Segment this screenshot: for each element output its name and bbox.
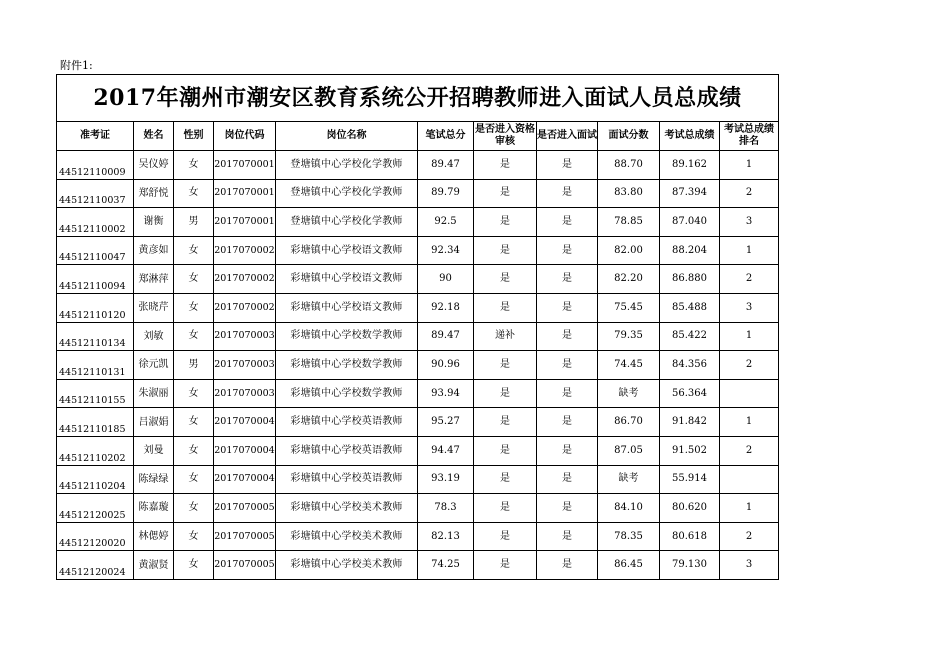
- gender-cell: 女: [174, 522, 214, 551]
- exam-number-cell: 44512110155: [57, 379, 134, 408]
- review-status-cell: 是: [474, 208, 537, 237]
- interview-score-cell: 78.85: [598, 208, 660, 237]
- interview-status-cell: 是: [537, 293, 598, 322]
- review-status-cell: 是: [474, 236, 537, 265]
- post-name-cell: 彩塘镇中心学校美术教师: [276, 494, 418, 523]
- column-header: 笔试总分: [418, 122, 474, 151]
- gender-cell: 女: [174, 436, 214, 465]
- post-code-cell: 2017070003: [214, 322, 276, 351]
- exam-number-cell: 44512110134: [57, 322, 134, 351]
- interview-score-cell: 缺考: [598, 379, 660, 408]
- review-status-cell: 是: [474, 179, 537, 208]
- rank-cell: 3: [720, 293, 779, 322]
- exam-number-cell: 44512110002: [57, 208, 134, 237]
- review-status-cell: 是: [474, 551, 537, 580]
- total-score-cell: 55.914: [660, 465, 720, 494]
- table-row: [57, 151, 779, 180]
- post-code-cell: 2017070004: [214, 436, 276, 465]
- interview-score-cell: 79.35: [598, 322, 660, 351]
- interview-score-cell: 87.05: [598, 436, 660, 465]
- review-status-cell: 是: [474, 293, 537, 322]
- table-row: [57, 494, 779, 523]
- interview-score-cell: 86.70: [598, 408, 660, 437]
- rank-cell: 1: [720, 322, 779, 351]
- name-cell: 郑淋萍: [134, 265, 174, 294]
- review-status-cell: 是: [474, 351, 537, 380]
- rank-cell: [720, 465, 779, 494]
- table-row: [57, 379, 779, 408]
- name-cell: 朱淑丽: [134, 379, 174, 408]
- interview-score-cell: 78.35: [598, 522, 660, 551]
- review-status-cell: 是: [474, 408, 537, 437]
- exam-number-cell: 44512110037: [57, 179, 134, 208]
- column-header: 考试总成绩排名: [720, 122, 779, 151]
- written-score-cell: 89.79: [418, 179, 474, 208]
- post-code-cell: 2017070002: [214, 293, 276, 322]
- column-header: 面试分数: [598, 122, 660, 151]
- name-cell: 刘曼: [134, 436, 174, 465]
- interview-status-cell: 是: [537, 522, 598, 551]
- name-cell: 陈绿绿: [134, 465, 174, 494]
- gender-cell: 女: [174, 293, 214, 322]
- page-title: 2017年潮州市潮安区教育系统公开招聘教师进入面试人员总成绩: [57, 75, 779, 122]
- post-code-cell: 2017070003: [214, 379, 276, 408]
- rank-cell: 3: [720, 551, 779, 580]
- interview-status-cell: 是: [537, 151, 598, 180]
- interview-status-cell: 是: [537, 436, 598, 465]
- column-header: 性别: [174, 122, 214, 151]
- total-score-cell: 87.040: [660, 208, 720, 237]
- exam-number-cell: 44512110204: [57, 465, 134, 494]
- post-code-cell: 2017070001: [214, 208, 276, 237]
- interview-score-cell: 74.45: [598, 351, 660, 380]
- rank-cell: [720, 379, 779, 408]
- post-code-cell: 2017070005: [214, 522, 276, 551]
- gender-cell: 女: [174, 179, 214, 208]
- gender-cell: 男: [174, 351, 214, 380]
- name-cell: 刘敏: [134, 322, 174, 351]
- exam-number-cell: 44512110120: [57, 293, 134, 322]
- total-score-cell: 79.130: [660, 551, 720, 580]
- interview-status-cell: 是: [537, 465, 598, 494]
- interview-status-cell: 是: [537, 551, 598, 580]
- exam-number-cell: 44512110202: [57, 436, 134, 465]
- name-cell: 徐元凯: [134, 351, 174, 380]
- header-row: [57, 122, 779, 151]
- post-code-cell: 2017070004: [214, 408, 276, 437]
- name-cell: 吴仪婷: [134, 151, 174, 180]
- written-score-cell: 89.47: [418, 151, 474, 180]
- table-row: [57, 465, 779, 494]
- total-score-cell: 80.618: [660, 522, 720, 551]
- rank-cell: 3: [720, 208, 779, 237]
- gender-cell: 女: [174, 322, 214, 351]
- post-name-cell: 彩塘镇中心学校语文教师: [276, 293, 418, 322]
- gender-cell: 女: [174, 551, 214, 580]
- post-name-cell: 登塘镇中心学校化学教师: [276, 151, 418, 180]
- name-cell: 黄淑贤: [134, 551, 174, 580]
- table-row: [57, 322, 779, 351]
- column-header: 考试总成绩: [660, 122, 720, 151]
- written-score-cell: 78.3: [418, 494, 474, 523]
- gender-cell: 女: [174, 408, 214, 437]
- post-name-cell: 彩塘镇中心学校英语教师: [276, 465, 418, 494]
- exam-number-cell: 44512120025: [57, 494, 134, 523]
- name-cell: 林偲婷: [134, 522, 174, 551]
- gender-cell: 女: [174, 265, 214, 294]
- name-cell: 吕淑娟: [134, 408, 174, 437]
- interview-status-cell: 是: [537, 322, 598, 351]
- post-name-cell: 登塘镇中心学校化学教师: [276, 208, 418, 237]
- review-status-cell: 是: [474, 379, 537, 408]
- attachment-label: 附件1:: [60, 59, 93, 72]
- total-score-cell: 91.842: [660, 408, 720, 437]
- interview-status-cell: 是: [537, 236, 598, 265]
- total-score-cell: 88.204: [660, 236, 720, 265]
- post-code-cell: 2017070003: [214, 351, 276, 380]
- rank-cell: 2: [720, 179, 779, 208]
- gender-cell: 女: [174, 465, 214, 494]
- post-name-cell: 彩塘镇中心学校美术教师: [276, 551, 418, 580]
- total-score-cell: 56.364: [660, 379, 720, 408]
- written-score-cell: 92.5: [418, 208, 474, 237]
- table-row: [57, 408, 779, 437]
- total-score-cell: 85.422: [660, 322, 720, 351]
- exam-number-cell: 44512120024: [57, 551, 134, 580]
- post-code-cell: 2017070002: [214, 236, 276, 265]
- post-name-cell: 彩塘镇中心学校英语教师: [276, 408, 418, 437]
- exam-number-cell: 44512110185: [57, 408, 134, 437]
- table-row: [57, 522, 779, 551]
- column-header: 姓名: [134, 122, 174, 151]
- column-header: 岗位代码: [214, 122, 276, 151]
- written-score-cell: 89.47: [418, 322, 474, 351]
- review-status-cell: 递补: [474, 322, 537, 351]
- table-row: [57, 208, 779, 237]
- column-header: 岗位名称: [276, 122, 418, 151]
- interview-status-cell: 是: [537, 208, 598, 237]
- total-score-cell: 84.356: [660, 351, 720, 380]
- rank-cell: 2: [720, 436, 779, 465]
- post-name-cell: 彩塘镇中心学校语文教师: [276, 265, 418, 294]
- interview-status-cell: 是: [537, 494, 598, 523]
- gender-cell: 女: [174, 494, 214, 523]
- interview-score-cell: 75.45: [598, 293, 660, 322]
- post-code-cell: 2017070005: [214, 551, 276, 580]
- post-name-cell: 彩塘镇中心学校数学教师: [276, 351, 418, 380]
- interview-score-cell: 82.00: [598, 236, 660, 265]
- written-score-cell: 90: [418, 265, 474, 294]
- interview-status-cell: 是: [537, 351, 598, 380]
- post-code-cell: 2017070001: [214, 151, 276, 180]
- review-status-cell: 是: [474, 522, 537, 551]
- exam-number-cell: 44512110047: [57, 236, 134, 265]
- post-name-cell: 彩塘镇中心学校数学教师: [276, 379, 418, 408]
- written-score-cell: 74.25: [418, 551, 474, 580]
- post-name-cell: 登塘镇中心学校化学教师: [276, 179, 418, 208]
- column-header: 准考证: [57, 122, 134, 151]
- rank-cell: 1: [720, 151, 779, 180]
- gender-cell: 男: [174, 208, 214, 237]
- total-score-cell: 89.162: [660, 151, 720, 180]
- exam-number-cell: 44512110009: [57, 151, 134, 180]
- results-table: [56, 74, 779, 580]
- post-code-cell: 2017070001: [214, 179, 276, 208]
- interview-score-cell: 86.45: [598, 551, 660, 580]
- post-name-cell: 彩塘镇中心学校数学教师: [276, 322, 418, 351]
- column-header: 是否进入资格审核: [474, 122, 537, 151]
- interview-score-cell: 缺考: [598, 465, 660, 494]
- post-name-cell: 彩塘镇中心学校英语教师: [276, 436, 418, 465]
- written-score-cell: 90.96: [418, 351, 474, 380]
- rank-cell: 2: [720, 265, 779, 294]
- exam-number-cell: 44512110131: [57, 351, 134, 380]
- interview-status-cell: 是: [537, 408, 598, 437]
- written-score-cell: 94.47: [418, 436, 474, 465]
- gender-cell: 女: [174, 379, 214, 408]
- table-row: [57, 265, 779, 294]
- exam-number-cell: 44512120020: [57, 522, 134, 551]
- written-score-cell: 82.13: [418, 522, 474, 551]
- total-score-cell: 80.620: [660, 494, 720, 523]
- written-score-cell: 92.18: [418, 293, 474, 322]
- written-score-cell: 92.34: [418, 236, 474, 265]
- interview-score-cell: 88.70: [598, 151, 660, 180]
- table-row: [57, 293, 779, 322]
- interview-status-cell: 是: [537, 265, 598, 294]
- exam-number-cell: 44512110094: [57, 265, 134, 294]
- post-name-cell: 彩塘镇中心学校语文教师: [276, 236, 418, 265]
- rank-cell: 2: [720, 522, 779, 551]
- review-status-cell: 是: [474, 494, 537, 523]
- post-code-cell: 2017070002: [214, 265, 276, 294]
- name-cell: 张晓芹: [134, 293, 174, 322]
- total-score-cell: 85.488: [660, 293, 720, 322]
- written-score-cell: 93.94: [418, 379, 474, 408]
- table-row: [57, 236, 779, 265]
- interview-score-cell: 82.20: [598, 265, 660, 294]
- table-row: [57, 351, 779, 380]
- review-status-cell: 是: [474, 265, 537, 294]
- total-score-cell: 91.502: [660, 436, 720, 465]
- rank-cell: 2: [720, 351, 779, 380]
- table-row: [57, 179, 779, 208]
- interview-status-cell: 是: [537, 179, 598, 208]
- total-score-cell: 86.880: [660, 265, 720, 294]
- rank-cell: 1: [720, 494, 779, 523]
- post-code-cell: 2017070004: [214, 465, 276, 494]
- gender-cell: 女: [174, 236, 214, 265]
- rank-cell: 1: [720, 236, 779, 265]
- interview-status-cell: 是: [537, 379, 598, 408]
- table-row: [57, 551, 779, 580]
- post-code-cell: 2017070005: [214, 494, 276, 523]
- name-cell: 黄彦如: [134, 236, 174, 265]
- total-score-cell: 87.394: [660, 179, 720, 208]
- review-status-cell: 是: [474, 465, 537, 494]
- written-score-cell: 93.19: [418, 465, 474, 494]
- written-score-cell: 95.27: [418, 408, 474, 437]
- column-header: 是否进入面试: [537, 122, 598, 151]
- review-status-cell: 是: [474, 436, 537, 465]
- name-cell: 陈嘉璇: [134, 494, 174, 523]
- review-status-cell: 是: [474, 151, 537, 180]
- gender-cell: 女: [174, 151, 214, 180]
- rank-cell: 1: [720, 408, 779, 437]
- interview-score-cell: 83.80: [598, 179, 660, 208]
- table-row: [57, 436, 779, 465]
- interview-score-cell: 84.10: [598, 494, 660, 523]
- name-cell: 郑舒悦: [134, 179, 174, 208]
- name-cell: 谢衡: [134, 208, 174, 237]
- post-name-cell: 彩塘镇中心学校美术教师: [276, 522, 418, 551]
